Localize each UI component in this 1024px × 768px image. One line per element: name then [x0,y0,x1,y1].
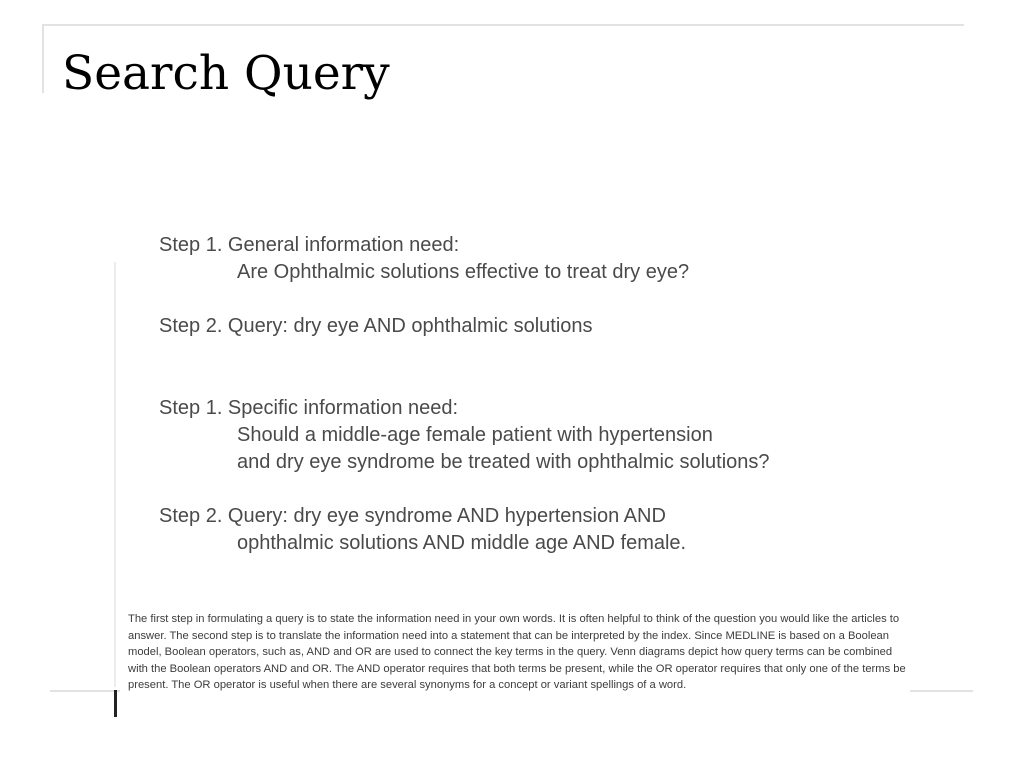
slide-title: Search Query [62,46,390,101]
spacer [159,476,919,503]
specific-step2-label: Step 2. Query: dry eye syndrome AND hypertension AND [159,505,666,527]
spacer [159,340,919,395]
spacer [159,286,919,313]
general-step1-label: Step 1. General information need: [159,234,460,256]
top-border-line [42,24,964,26]
specific-step1-line1: Should a middle-age female patient with hypertension [237,424,713,446]
speaker-notes: The first step in formulating a query is to state the information need in your own words. It is often helpful to think of the question you would like the articles to answer. The second step is to translate the information need into a statement that can be interpreted by the index. Since MEDLINE is based on a Boolean model, Boolean operators, such as, AND and OR are used to connect the key terms in the query. Venn diagrams depict how query terms can be combined with the Boolean operators AND and OR. The AND operator requires that both terms be present, while the OR operator requires that only one of the terms be present. The OR operator is useful when there are several synonyms for a concept or variant spellings of a word. [128,611,906,694]
slide-body [159,232,919,557]
specific-step1-line2: and dry eye syndrome be treated with ophthalmic solutions? [237,451,770,473]
general-step2-label: Step 2. Query: dry eye AND ophthalmic solutions [159,315,593,337]
specific-step2-line2: ophthalmic solutions AND middle age AND female. [237,532,687,554]
general-step1-text: Are Ophthalmic solutions effective to treat dry eye? [237,261,690,283]
body-left-border-line [114,262,116,687]
title-left-border-line [42,26,44,93]
specific-step1-label: Step 1. Specific information need: [159,397,459,419]
text-cursor-marker [114,690,117,717]
bottom-left-border-line [50,690,120,692]
bottom-right-border-line [910,690,973,692]
